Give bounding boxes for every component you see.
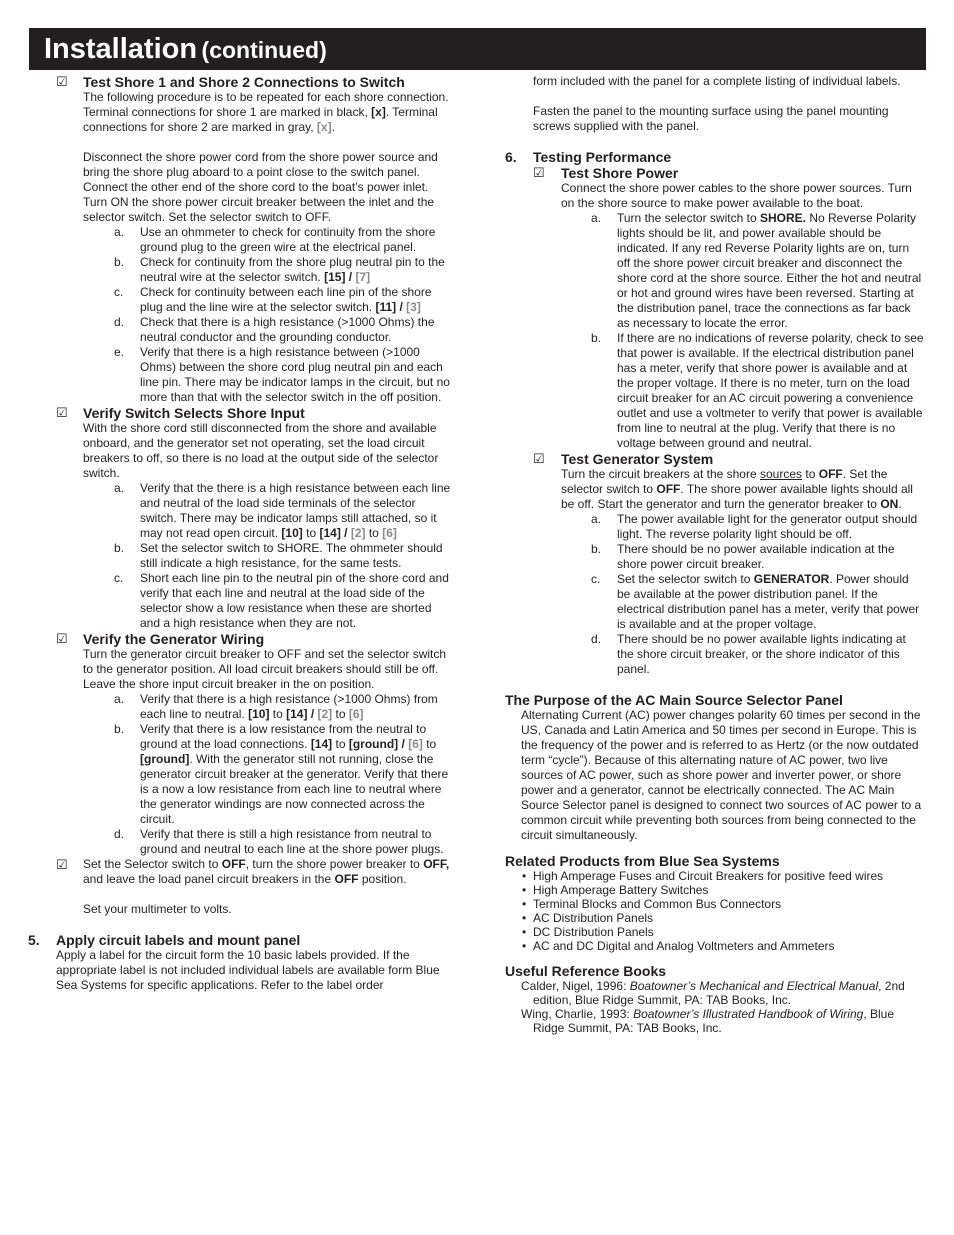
step-6: 6. Testing Performance (505, 149, 925, 165)
reference-entry: Wing, Charlie, 1993: Boatowner’s Illustrated Handbook of Wiring, Blue Ridge Summit, PA: TAB Books, Inc. (521, 1007, 895, 1035)
verify-switch-section (28, 405, 452, 421)
paragraph: Apply a label for the circuit form the 10 basic labels provided. If the appropriate label is not included individual labels are available form Blue Sea Systems for specific applications. Refer to the label order (56, 948, 440, 992)
list-item: a. Verify that the there is a high resistance between each line and neutral of the load side terminals of the selector switch. There may be indicator lamps still attached, so it may not read open circuit. [10] to [14] / [2] to [6] (114, 481, 451, 540)
list-item: b. There should be no power available indication at the shore power circuit breaker. (591, 542, 895, 571)
list-item: • Terminal Blocks and Common Bus Connectors (522, 897, 782, 911)
paragraph: Turn the circuit breakers at the shore sources to OFF. Set the selector switch to OFF. The shore power available lights should all be off. Start the generator and turn the generator breaker to ON. (561, 467, 913, 511)
final-step (28, 857, 452, 887)
list-item: • AC and DC Digital and Analog Voltmeters and Ammeters (522, 939, 835, 953)
section-heading: Verify the Generator Wiring (83, 631, 265, 647)
section-heading: Test Generator System (561, 451, 714, 467)
list-item: e. Verify that there is a high resistance between (>1000 Ohms) between the shore cord plug neutral pin and each line pin. There may be indicator lamps in the circuit, but no more than that with the selector switch in the off position. (114, 345, 450, 404)
list-item: d. There should be no power available lights indicating at the shore circuit breaker, or the shore indicator of this panel. (591, 632, 906, 676)
verify-generator-section (28, 631, 452, 647)
page-title: Installation (44, 33, 198, 65)
list-item: a. The power available light for the generator output should light. The reverse polarity light should be off. (591, 512, 918, 541)
list-item: c. Check for continuity between each line pin of the shore plug and the line wire at the selector switch. [11] / [3] (114, 285, 432, 314)
list-item: b. Verify that there is a low resistance from the neutral to ground at the load connections. [14] to [ground] / [6] to [ground]. With the generator still not running, close the generator circuit breaker at the generator. Verify that there is a now a low resistance from each line to neutral where the generator windings are now connected across the circuit. (114, 722, 449, 826)
section-heading: Apply circuit labels and mount panel (56, 932, 301, 948)
section-heading: Useful Reference Books (505, 963, 667, 979)
section-heading: Test Shore Power (561, 165, 679, 181)
paragraph: Connect the shore power cables to the shore power sources. Turn on the shore source to make power available to the boat. (561, 181, 912, 210)
list-item: c. Short each line pin to the neutral pin of the shore cord and verify that each line and neutral at the load side of the selector show a low resistance when these are shorted and a high resistance when they are not. (114, 571, 449, 630)
list-item: a. Verify that there is a high resistance (>1000 Ohms) from each line to neutral. [10] to [14] / [2] to [6] (114, 692, 438, 721)
list-item: b. Check for continuity from the shore plug neutral pin to the neutral wire at the selector switch. [15] / [7] (114, 255, 445, 284)
section-heading: Test Shore 1 and Shore 2 Connections to Switch (83, 74, 405, 90)
paragraph: The following procedure is to be repeated for each shore connection. Terminal connections for shore 1 are marked in black, [x]. Terminal connections for shore 2 are marked in gray, [x]. (83, 90, 449, 134)
list-item: • High Amperage Fuses and Circuit Breakers for positive feed wires (522, 869, 884, 883)
paragraph: Set your multimeter to volts. (83, 902, 232, 916)
paragraph: With the shore cord still disconnected from the shore and available onboard, and the generator set not operating, set the load circuit breakers to off, so there is no load at the output side of the selector switch. (83, 421, 439, 480)
paragraph: Turn the generator circuit breaker to OFF and set the selector switch to the generator position. All load circuit breakers should still be off. Leave the shore input circuit breaker in the on position. (83, 647, 447, 691)
test-shore-power-section (505, 165, 925, 181)
page-subtitle: (continued) (201, 37, 327, 63)
section-heading: Testing Performance (533, 149, 672, 165)
list-item: a. Use an ohmmeter to check for continuity from the shore ground plug to the green wire at the electrical panel. (114, 225, 436, 254)
list-item: d. Check that there is a high resistance (>1000 Ohms) the neutral conductor and the grounding conductor. (114, 315, 435, 344)
paragraph: Disconnect the shore power cord from the shore power source and bring the shore plug aboard to a point close to the switch panel. Connect the other end of the shore cord to the boat’s power inlet. Turn ON the shore power circuit breaker between the inlet and the selector switch. Set the selector switch to OFF. (83, 150, 438, 224)
section-heading: The Purpose of the AC Main Source Selector Panel (505, 692, 843, 708)
checkbox-icon: ☑ (533, 165, 545, 180)
paragraph: Alternating Current (AC) power changes polarity 60 times per second in the US, Canada and Latin America and 50 times per second in Europe. This is the frequency of the power and is referred to as Hertz (or the now outdated term “cycle”). Because of this alternating nature of AC power, two live sources of AC power, such as shore power and inverter power, or shore power and a generator, cannot be electrically connected. The AC Main Source Selector panel is designed to connect two sources of AC power to a common circuit while preventing both sources from being connected to the circuit simultaneously. (521, 708, 922, 842)
related-products-list (505, 869, 925, 953)
list-item: b. Set the selector switch to SHORE. The ohmmeter should still indicate a high resistance, for the same tests. (114, 541, 443, 570)
test-generator-section (505, 451, 925, 467)
checkbox-icon: ☑ (56, 631, 68, 646)
section-heading: Related Products from Blue Sea Systems (505, 853, 780, 869)
checkbox-icon: ☑ (56, 405, 68, 420)
paragraph: Fasten the panel to the mounting surface using the panel mounting screws supplied with the panel. (533, 104, 889, 133)
list-item: • DC Distribution Panels (522, 925, 654, 939)
checkbox-icon: ☑ (56, 74, 68, 89)
list-item: c. Set the selector switch to GENERATOR. Power should be available at the power distribution panel. If the electrical distribution panel has a meter, verify that power is available and at the proper voltage. (591, 572, 920, 631)
step-5: 5. Apply circuit labels and mount panel Apply a label for the circuit form the 10 basic labels provided. If the appropriate label is not included individual labels are available form Blue Sea Systems for specific applications. Refer to the label order (28, 932, 452, 993)
checkbox-icon: ☑ (56, 857, 68, 872)
left-column (28, 74, 452, 993)
list-item: • High Amperage Battery Switches (522, 883, 709, 897)
paragraph: form included with the panel for a complete listing of individual labels. (533, 74, 901, 88)
list-item: b. If there are no indications of reverse polarity, check to see that power is available. If the electrical distribution panel has a meter, verify that shore power is available and at the proper voltage. If there is no meter, turn on the load circuit breaker for an AC circuit powering a convenience outlet and use a voltmeter to verify that power is available from line to neutral at the plug. Verify that there is no voltage between ground and neutral. (591, 331, 924, 450)
page-header-banner (29, 28, 926, 70)
checkbox-icon: ☑ (533, 451, 545, 466)
right-column (505, 74, 925, 1035)
list-item: a. Turn the selector switch to SHORE. No Reverse Polarity lights should be lit, and power available should be indicated. If any red Reverse Polarity lights are on, turn off the shore power circuit breaker and disconnect the shore cord at the shore source. Either the hot and neutral or hot and ground wires have been reversed. Starting at the distribution panel, trace the connections as far back as necessary to locate the error. (591, 211, 922, 330)
test-shore-section (28, 74, 452, 90)
section-heading: Verify Switch Selects Shore Input (83, 405, 305, 421)
paragraph: Set the Selector switch to OFF, turn the shore power breaker to OFF, and leave the load panel circuit breakers in the OFF position. (83, 857, 450, 886)
reference-entry: Calder, Nigel, 1996: Boatowner’s Mechanical and Electrical Manual, 2nd edition, Blue Ridge Summit, PA: TAB Books, Inc. (521, 979, 905, 1007)
list-item: • AC Distribution Panels (522, 911, 654, 925)
list-item: d. Verify that there is still a high resistance from neutral to ground and neutral to each line at the shore power plugs. (114, 827, 444, 856)
